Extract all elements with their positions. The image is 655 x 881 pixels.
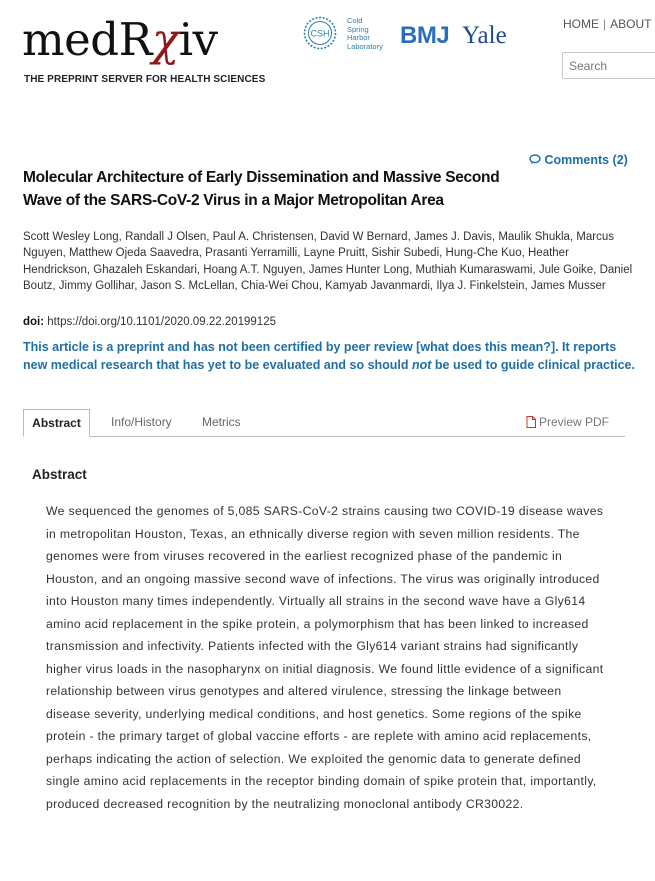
logo-accent-text: χ: [152, 13, 179, 66]
document-icon: [526, 416, 536, 428]
csh-mark-text: CSH: [310, 28, 330, 39]
abstract-heading: Abstract: [32, 467, 87, 482]
nav-separator: |: [603, 17, 607, 31]
logo-main-text: medR: [22, 13, 152, 66]
csh-logo-icon[interactable]: [303, 16, 337, 50]
article-tabs: [23, 409, 625, 437]
nav-home-link[interactable]: HOME: [563, 17, 599, 31]
notice-emphasis: not: [412, 358, 432, 372]
comments-link[interactable]: [529, 153, 628, 167]
comment-bubble-icon: [529, 154, 541, 165]
top-nav: [563, 17, 651, 31]
bmj-logo[interactable]: BMJ: [400, 22, 450, 49]
logo-tagline: THE PREPRINT SERVER FOR HEALTH SCIENCES: [24, 74, 266, 85]
doi-value[interactable]: https://doi.org/10.1101/2020.09.22.20199125: [47, 316, 276, 328]
notice-text: This article is a preprint and has not been certified by peer review [: [23, 340, 421, 354]
tab-info-history[interactable]: Info/History: [111, 415, 172, 429]
article-title: Molecular Architecture of Early Dissemination and Massive Second Wave of the SARS-CoV-2 Virus in a Major Metropolitan Area: [23, 169, 500, 209]
tab-metrics[interactable]: Metrics: [202, 415, 241, 429]
tab-abstract[interactable]: Abstract: [23, 409, 90, 437]
notice-text: ]. It reports new medical research that has yet to be evaluated and so should: [23, 340, 617, 372]
yale-logo[interactable]: Yale: [462, 22, 507, 49]
doi-line: [23, 316, 276, 328]
author-list: Scott Wesley Long, Randall J Olsen, Paul A. Christensen, David W Bernard, James J. Davis, Maulik Shukla, Marcus Nguyen, Matthew Ojeda Saavedra, Prasanti Yerramilli, Layne Pruitt, Sishir Subedi, Hung-Che Kuo, Heather Hendrickson, Ghazaleh Eskandari, Hoang A.T. Nguyen, James Hunter Long, Muthiah Kumaraswami, Jule Goike, Daniel Boutz, Jimmy Gollihar, Jason S. McLellan, Chia-Wei Chou, Kamyab Javanmardi, Ilya J. Finkelstein, James Musser: [23, 231, 633, 292]
search-input[interactable]: [562, 52, 655, 79]
csh-label-line: Spring: [347, 24, 369, 34]
logo-end-text: iv: [178, 13, 218, 66]
abstract-body: We sequenced the genomes of 5,085 SARS-CoV-2 strains causing two COVID-19 disease waves in metropolitan Houston, Texas, an ethnically diverse region with seven million residents. The genomes were from viruses recovered in the earliest recognized phase of the pandemic in Houston, and an ongoing massive second wave of infections. The virus was originally introduced into Houston many times independently. Virtually all strains in the second wave have a Gly614 amino acid replacement in the spike protein, a polymorphism that has been linked to increased transmission and infectivity. Patients infected with the Gly614 variant strains had significantly higher virus loads in the nasopharynx on initial diagnosis. We found little evidence of a significant relationship between virus genotypes and altered virulence, stressing the linkage between disease severity, underlying medical conditions, and host genetics. Some regions of the spike protein - the primary target of global vaccine efforts - are replete with amino acid replacements, perhaps indicating the action of selection. We exploited the genomic data to generate defined single amino acid replacements in the receptor binding domain of spike protein that, importantly, produced decreased recognition by the neutralizing monoclonal antibody CR30022.: [46, 504, 604, 811]
nav-about-link[interactable]: ABOUT: [610, 17, 652, 31]
notice-text: be used to guide clinical practice.: [431, 358, 635, 372]
preview-pdf-link[interactable]: [526, 409, 609, 436]
preprint-notice: [23, 338, 635, 374]
medrxiv-logo[interactable]: [22, 12, 218, 68]
preview-pdf-label: Preview PDF: [538, 415, 609, 429]
what-does-this-mean-link[interactable]: what does this mean?: [420, 340, 551, 354]
csh-label-line: Harbor: [347, 33, 370, 42]
doi-label: doi:: [23, 316, 45, 328]
csh-label: [347, 17, 397, 51]
csh-label-line: Cold: [347, 16, 363, 25]
csh-label-line: Laboratory: [347, 41, 383, 51]
comments-label: Comments (2): [544, 153, 628, 167]
